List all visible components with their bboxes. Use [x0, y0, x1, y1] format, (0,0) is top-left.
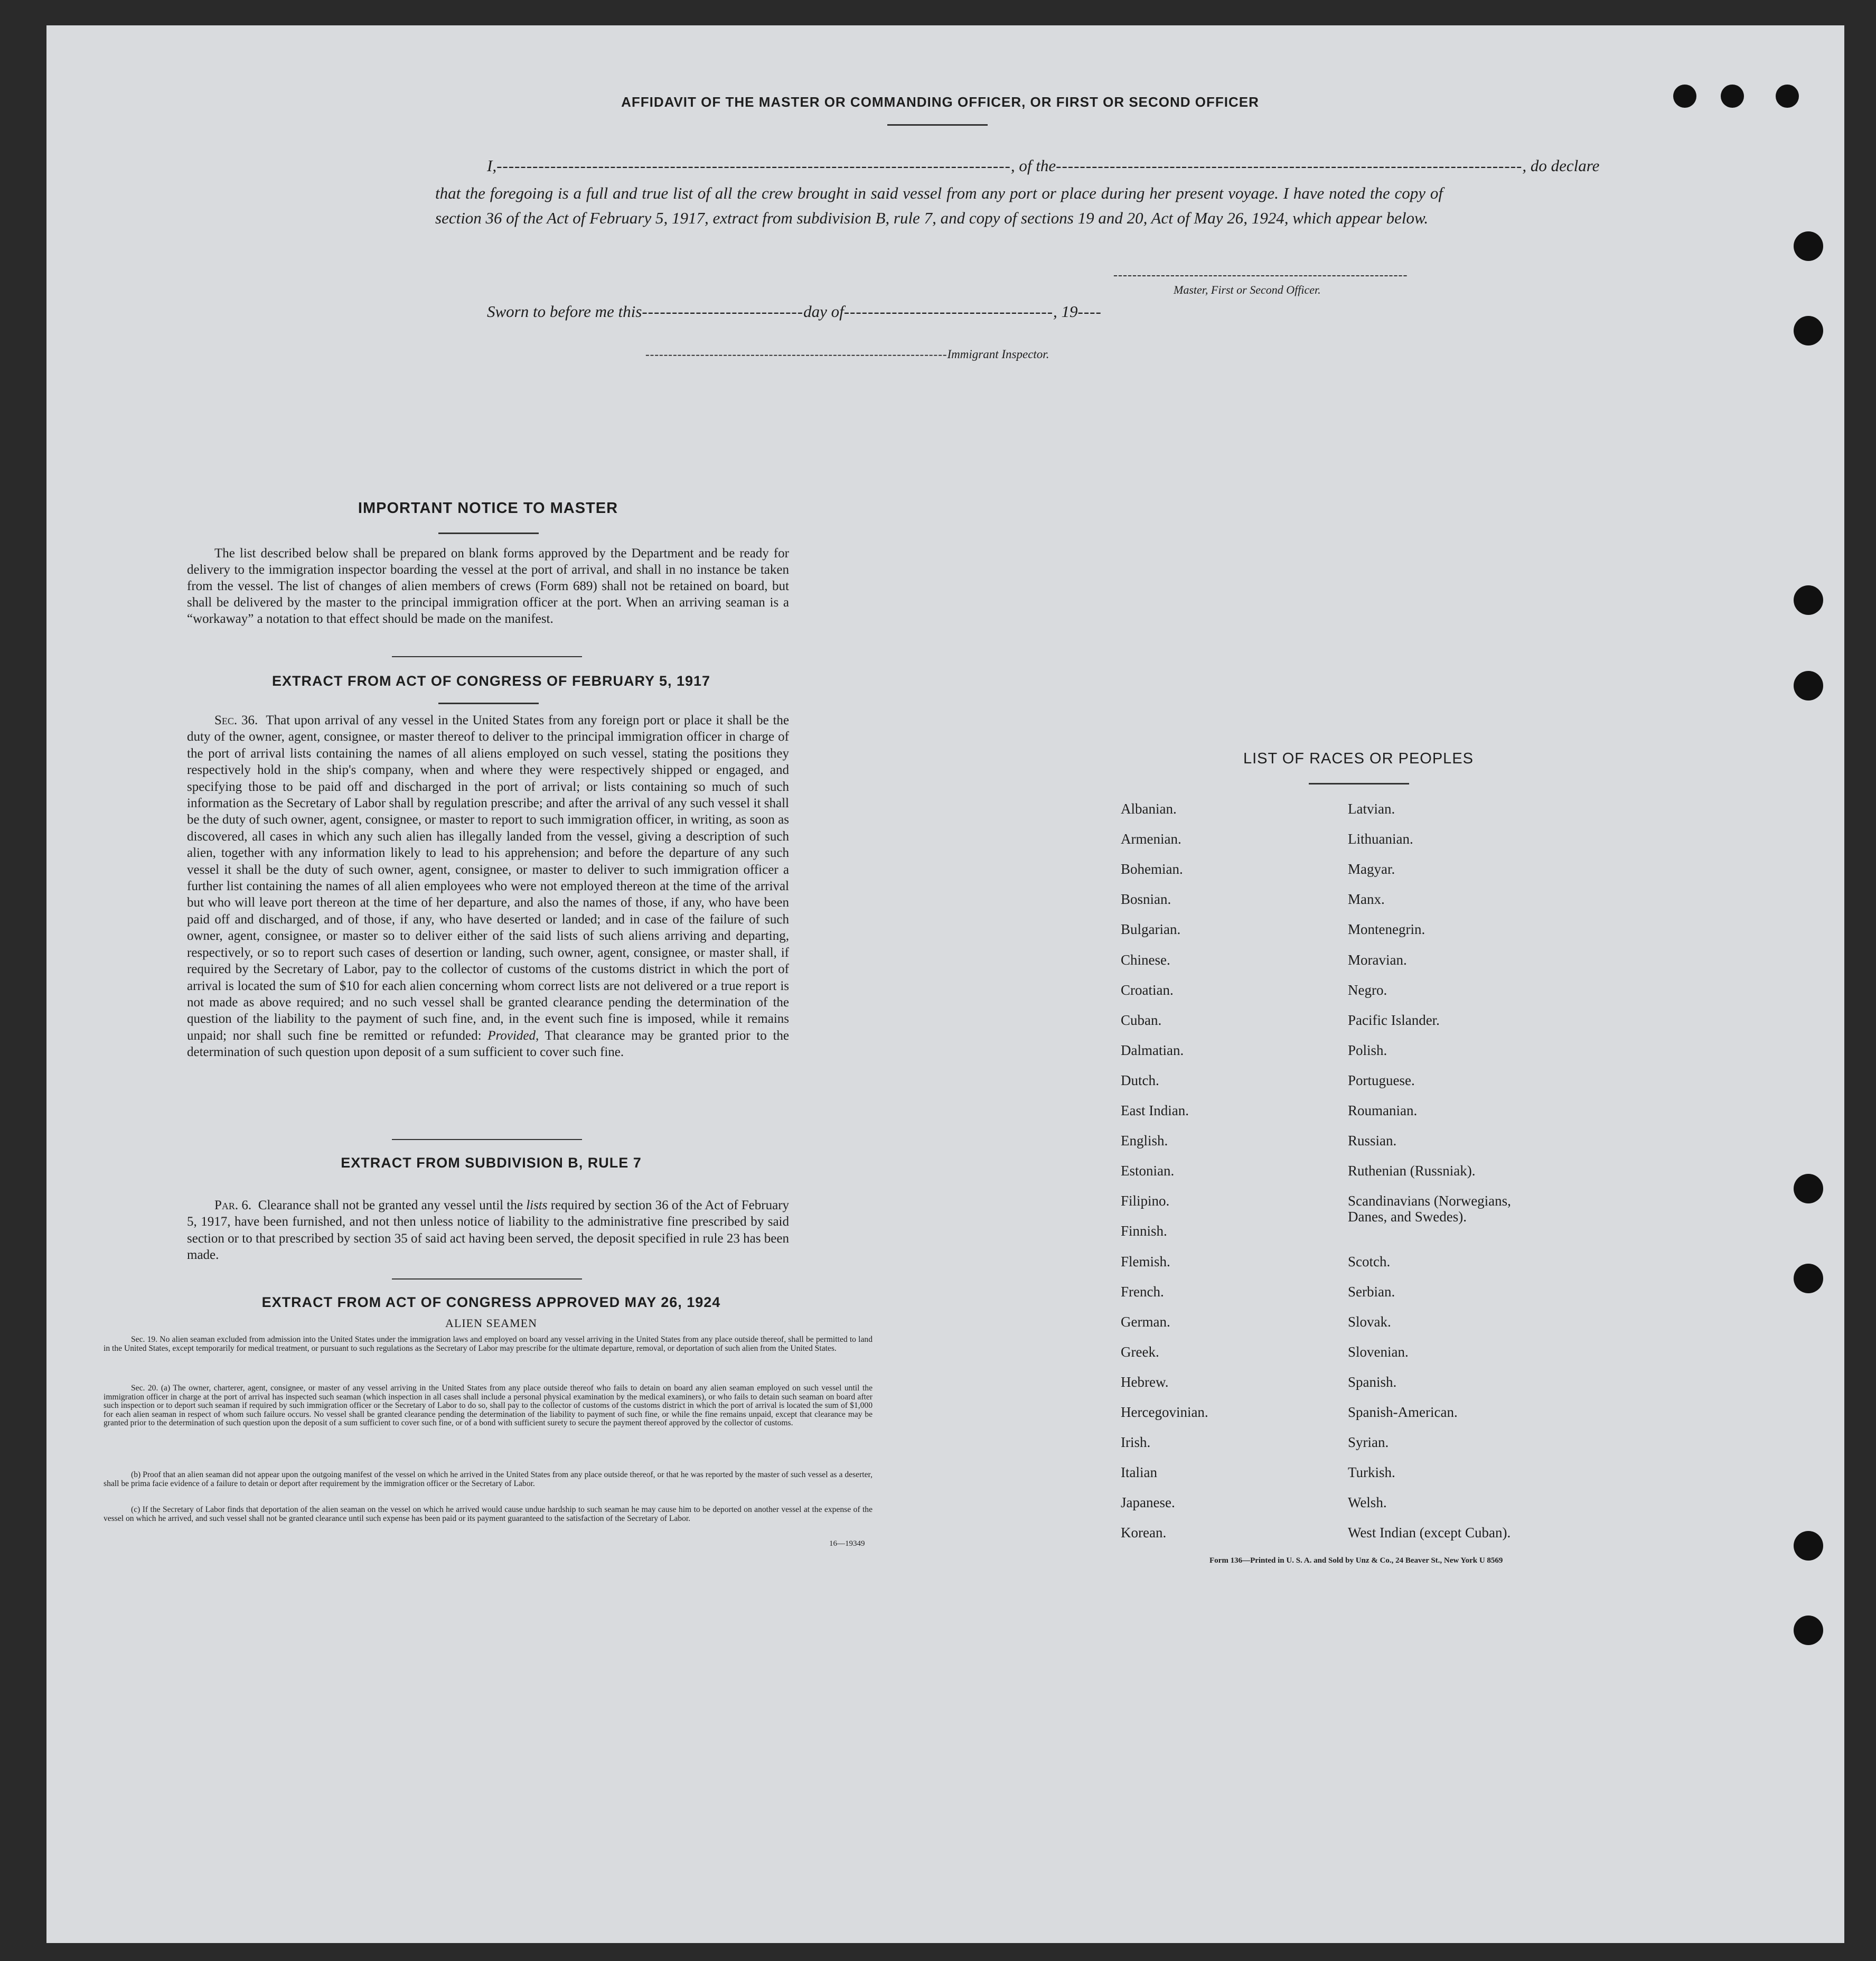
punch-hole: [1794, 1616, 1823, 1645]
sworn-month-blank[interactable]: -----------------------------------: [843, 302, 1054, 321]
race-item: Slovak.: [1348, 1313, 1391, 1330]
punch-hole: [1776, 85, 1799, 108]
affidavit-of-the: , of the: [1010, 156, 1056, 175]
race-item: Dalmatian.: [1121, 1042, 1184, 1058]
race-item: Flemish.: [1121, 1253, 1170, 1269]
race-item: Hercegovinian.: [1121, 1404, 1208, 1420]
affidavit-i: I,: [487, 156, 497, 175]
race-item: Russian.: [1348, 1133, 1397, 1149]
extract-1917-divider: [438, 703, 539, 704]
race-item: Japanese.: [1121, 1495, 1175, 1511]
sworn-prefix: Sworn to before me this: [487, 302, 642, 321]
vessel-blank[interactable]: ------------------------------------------------------------------------------: [1056, 156, 1523, 175]
race-item: German.: [1121, 1313, 1170, 1330]
form-printer-note: Form 136—Printed in U. S. A. and Sold by Unz & Co., 24 Beaver St., New York U 8569: [1209, 1556, 1503, 1565]
sec-36-text: That upon arrival of any vessel in the United States from any foreign port or place it shall be the duty of the owner, agent, consignee, or master thereof to deliver to the principal immigration officer in charge of the port of arrival lists containing the names of all aliens employed on such vessel, stating the positions they respectively hold in the ship's company, when and where they were respectively shipped or engaged, and specifying those to be paid off and discharged in the port of arrival; or lists containing so much of such information as the Secretary of Labor shall by regulation prescribe; and after the arrival of any such vessel it shall be the duty of such owner, agent, consignee, or master to report to such immigration officer, in writing, as soon as discovered, all cases in which any such alien has illegally landed from the vessel, giving a description of such alien, together with any information likely to lead to his apprehension; and before the departure of any such vessel it shall be the duty of such owner, agent, consignee, or master to deliver to such immigration officer a further list containing the names of all alien employees who were not employed thereon at the time of the arrival but who will leave port thereon at the time of her departure, and also the names of those, if any, who have been paid off and discharged, and of those, if any, who have deserted or landed; and in case of the failure of such owner, agent, consignee, or master so to deliver either of the said lists of such aliens arriving and departing, respectively, or so to report such cases of desertion or landing, such owner, agent, consignee, or master shall, if required by the Secretary of Labor, pay to the collector of customs of the customs district in which the port of arrival is located the sum of $10 for each alien concerning whom correct lists are not delivered or a true report is not made as above required; and no such vessel shall be granted clearance pending the determination of the question of the liability to the payment of such fine, and, in the event such fine is imposed, while it remains unpaid; nor shall such fine be remitted or refunded:: [187, 713, 789, 1043]
sec-19-text: Sec. 19. No alien seaman excluded from admission into the United States under the immigration laws and employed on board any vessel arriving in the United States from any place outside thereof, shall be permitted to land in the United States, except temporarily for medical treatment, or pursuant to such regulations as the Secretary of Labor may prescribe for the ultimate departure, removal, or deportation of such alien from the United States.: [104, 1335, 873, 1353]
race-item: Ruthenian (Russniak).: [1348, 1163, 1476, 1179]
race-item: Italian: [1121, 1464, 1157, 1481]
sec-36-label: Sec. 36.: [214, 713, 258, 727]
races-divider: [1309, 783, 1409, 785]
sec-36-text-end: That clearance may be granted prior to the determination of such question upon deposit of a sum sufficient to cover such fine.: [187, 1028, 789, 1060]
race-item: Roumanian.: [1348, 1103, 1418, 1118]
sworn-day-blank[interactable]: ---------------------------: [642, 302, 804, 321]
race-item: Greek.: [1121, 1343, 1159, 1360]
race-item: Dutch.: [1121, 1072, 1159, 1088]
sec-20c-text: (c) If the Secretary of Labor finds that deportation of the alien seaman on the vessel on which he arrived would cause undue hardship to such seaman he may cause him to be deported on another vessel at the expense of the vessel on which he arrived, and such vessel shall not be granted clearance until such expense has been paid or its payment guaranteed to the satisfaction of the Secretary of Labor.: [104, 1505, 873, 1523]
race-item: Spanish-American.: [1348, 1404, 1458, 1420]
rule7-title: EXTRACT FROM SUBDIVISION B, RULE 7: [341, 1155, 642, 1171]
punch-hole: [1794, 671, 1823, 701]
race-item: East Indian.: [1121, 1103, 1189, 1118]
race-item: Montenegrin.: [1348, 921, 1425, 938]
section-divider: [392, 1139, 582, 1140]
race-item: Serbian.: [1348, 1283, 1395, 1300]
race-item: Syrian.: [1348, 1434, 1389, 1451]
race-item: Welsh.: [1348, 1495, 1387, 1511]
affidavit-declare: , do declare: [1522, 156, 1600, 175]
extract-1917-title: EXTRACT FROM ACT OF CONGRESS OF FEBRUARY 5, 1917: [271, 673, 711, 689]
punch-hole: [1794, 585, 1823, 615]
provided-word: Provided,: [487, 1028, 539, 1043]
rule7-text-b: required by section 36 of the Act of February 5, 1917, have been furnished, and not then unless notice of liability to the administrative fine prescribed by said section or to that prescribed by section 35 of said act having been served, the deposit specified in rule 23 has been made.: [187, 1198, 790, 1263]
section-divider: [392, 656, 582, 657]
race-item: Turkish.: [1348, 1464, 1395, 1481]
race-item: Chinese.: [1121, 951, 1170, 968]
inspector-line: [645, 348, 1049, 361]
master-signature-line[interactable]: --------------------------------------------------------------: [1113, 268, 1408, 282]
race-item: Slovenian.: [1348, 1343, 1409, 1360]
rule7-text-a: Clearance shall not be granted any vessel until the: [258, 1198, 523, 1212]
race-item: Bosnian.: [1121, 891, 1171, 908]
master-label: Master, First or Second Officer.: [1174, 283, 1321, 296]
notice-body: The list described below shall be prepared on blank forms approved by the Department and be ready for delivery to the immigration inspector boarding the vessel at the port of arrival, and shall in no instance be taken from the vessel. The list of changes of alien members of crews (Form 689) shall not be retained on board, but shall be delivered by the master to the principal immigration officer at the port. When an arriving seaman is a “workaway” a notation to that effect should be made on the manifest.: [187, 546, 789, 626]
race-item: Finnish.: [1121, 1223, 1167, 1239]
race-item: French.: [1121, 1283, 1164, 1300]
name-blank[interactable]: --------------------------------------------------------------------------------------: [496, 156, 1011, 175]
race-item: Scandinavians (Norwegians, Danes, and Swedes).: [1348, 1193, 1511, 1225]
notice-divider: [438, 533, 539, 534]
race-item: Pacific Islander.: [1348, 1012, 1440, 1028]
section-divider: [392, 1278, 582, 1280]
extract-1924-title: EXTRACT FROM ACT OF CONGRESS APPROVED MAY 26, 1924: [261, 1294, 721, 1310]
lists-word: lists: [526, 1198, 548, 1212]
race-item: Portuguese.: [1348, 1072, 1415, 1088]
punch-hole: [1794, 316, 1823, 345]
affidavit-title: AFFIDAVIT OF THE MASTER OR COMMANDING OFFICER, OR FIRST OR SECOND OFFICER: [621, 94, 1259, 110]
race-item: Croatian.: [1121, 982, 1174, 998]
inspector-label: Immigrant Inspector.: [947, 348, 1049, 361]
affidavit-body: that the foregoing is a full and true list of all the crew brought in said vessel from any port or place during her present voyage. I have noted the copy of section 36 of the Act of February 5, 1917, extract from subdivision B, rule 7, and copy of sections 19 and 20, Act of May 26, 1924, which appear below.: [435, 184, 1443, 227]
sworn-line: [487, 302, 1102, 321]
sec-20a-text: Sec. 20. (a) The owner, charterer, agent, consignee, or master of any vessel arriving in the United States from any place outside thereof who fails to detain on board any alien seaman employed on such vessel until the immigration officer in charge at the port of arrival has inspected such seaman (which inspection in all cases shall include a personal physical examination by the medical examiners), or who fails to detain such seaman on board after such inspection or to deport such seaman if required by such immigration officer or the Secretary of Labor to do so, shall pay to the collector of customs of the customs district in which the port of arrival is located the sum of $1,000 for each alien seaman in respect of whom such failure occurs. No vessel shall be granted clearance pending the determination of the liability to payment of such fine, or while the fine remains unpaid, except that clearance may be granted prior to the determination of such question upon the deposit of a sum sufficient to cover such fine, or of a bond with sufficient surety to secure the payment thereof approved by the collector of customs.: [104, 1384, 873, 1427]
race-item: Manx.: [1348, 891, 1385, 908]
race-item: English.: [1121, 1133, 1168, 1149]
par-6-label: Par. 6.: [214, 1198, 252, 1212]
sworn-day-of: day of: [803, 302, 844, 321]
form-code: 16—19349: [829, 1539, 865, 1548]
race-item: Hebrew.: [1121, 1374, 1169, 1390]
race-item: Spanish.: [1348, 1374, 1397, 1390]
race-item: Estonian.: [1121, 1163, 1175, 1179]
title-divider: [887, 124, 988, 126]
notice-title: IMPORTANT NOTICE TO MASTER: [358, 500, 618, 517]
race-item: Irish.: [1121, 1434, 1151, 1451]
race-item: Negro.: [1348, 982, 1387, 998]
sec-20b-text: (b) Proof that an alien seaman did not appear upon the outgoing manifest of the vessel on which he arrived in the United States from any place outside thereof, or that he was reported by the master of such vessel as a deserter, shall be prima facie evidence of a failure to detain or deport after requirement by the immigration officer or the Secretary of Labor.: [104, 1470, 873, 1488]
punch-hole: [1794, 231, 1823, 261]
race-item: Albanian.: [1121, 801, 1177, 817]
race-item: Scotch.: [1348, 1253, 1391, 1269]
race-item: Polish.: [1348, 1042, 1387, 1058]
races-title: LIST OF RACES OR PEOPLES: [1243, 750, 1474, 767]
race-item: West Indian (except Cuban).: [1348, 1525, 1511, 1541]
punch-hole: [1794, 1264, 1823, 1293]
punch-hole: [1721, 85, 1744, 108]
race-item: Lithuanian.: [1348, 831, 1413, 847]
punch-hole: [1673, 85, 1696, 108]
rule7-body: [187, 1197, 789, 1264]
race-item: Latvian.: [1348, 801, 1395, 817]
race-item: Korean.: [1121, 1525, 1167, 1541]
race-item: Cuban.: [1121, 1012, 1162, 1028]
race-item: Filipino.: [1121, 1193, 1170, 1209]
affidavit-line-1: [487, 156, 1599, 175]
extract-1924-subtitle: ALIEN SEAMEN: [445, 1316, 537, 1330]
punch-hole: [1794, 1531, 1823, 1561]
inspector-signature-blank[interactable]: ------------------------------------------------------------------: [645, 348, 948, 361]
race-item: Moravian.: [1348, 951, 1407, 968]
race-item: Bulgarian.: [1121, 921, 1181, 938]
extract-1917-body: [187, 712, 789, 1061]
race-item: Magyar.: [1348, 861, 1395, 877]
race-item: Armenian.: [1121, 831, 1181, 847]
race-item: Bohemian.: [1121, 861, 1183, 877]
sworn-year: , 19: [1053, 302, 1078, 321]
sworn-year-blank[interactable]: ----: [1077, 302, 1102, 321]
punch-hole: [1794, 1174, 1823, 1203]
